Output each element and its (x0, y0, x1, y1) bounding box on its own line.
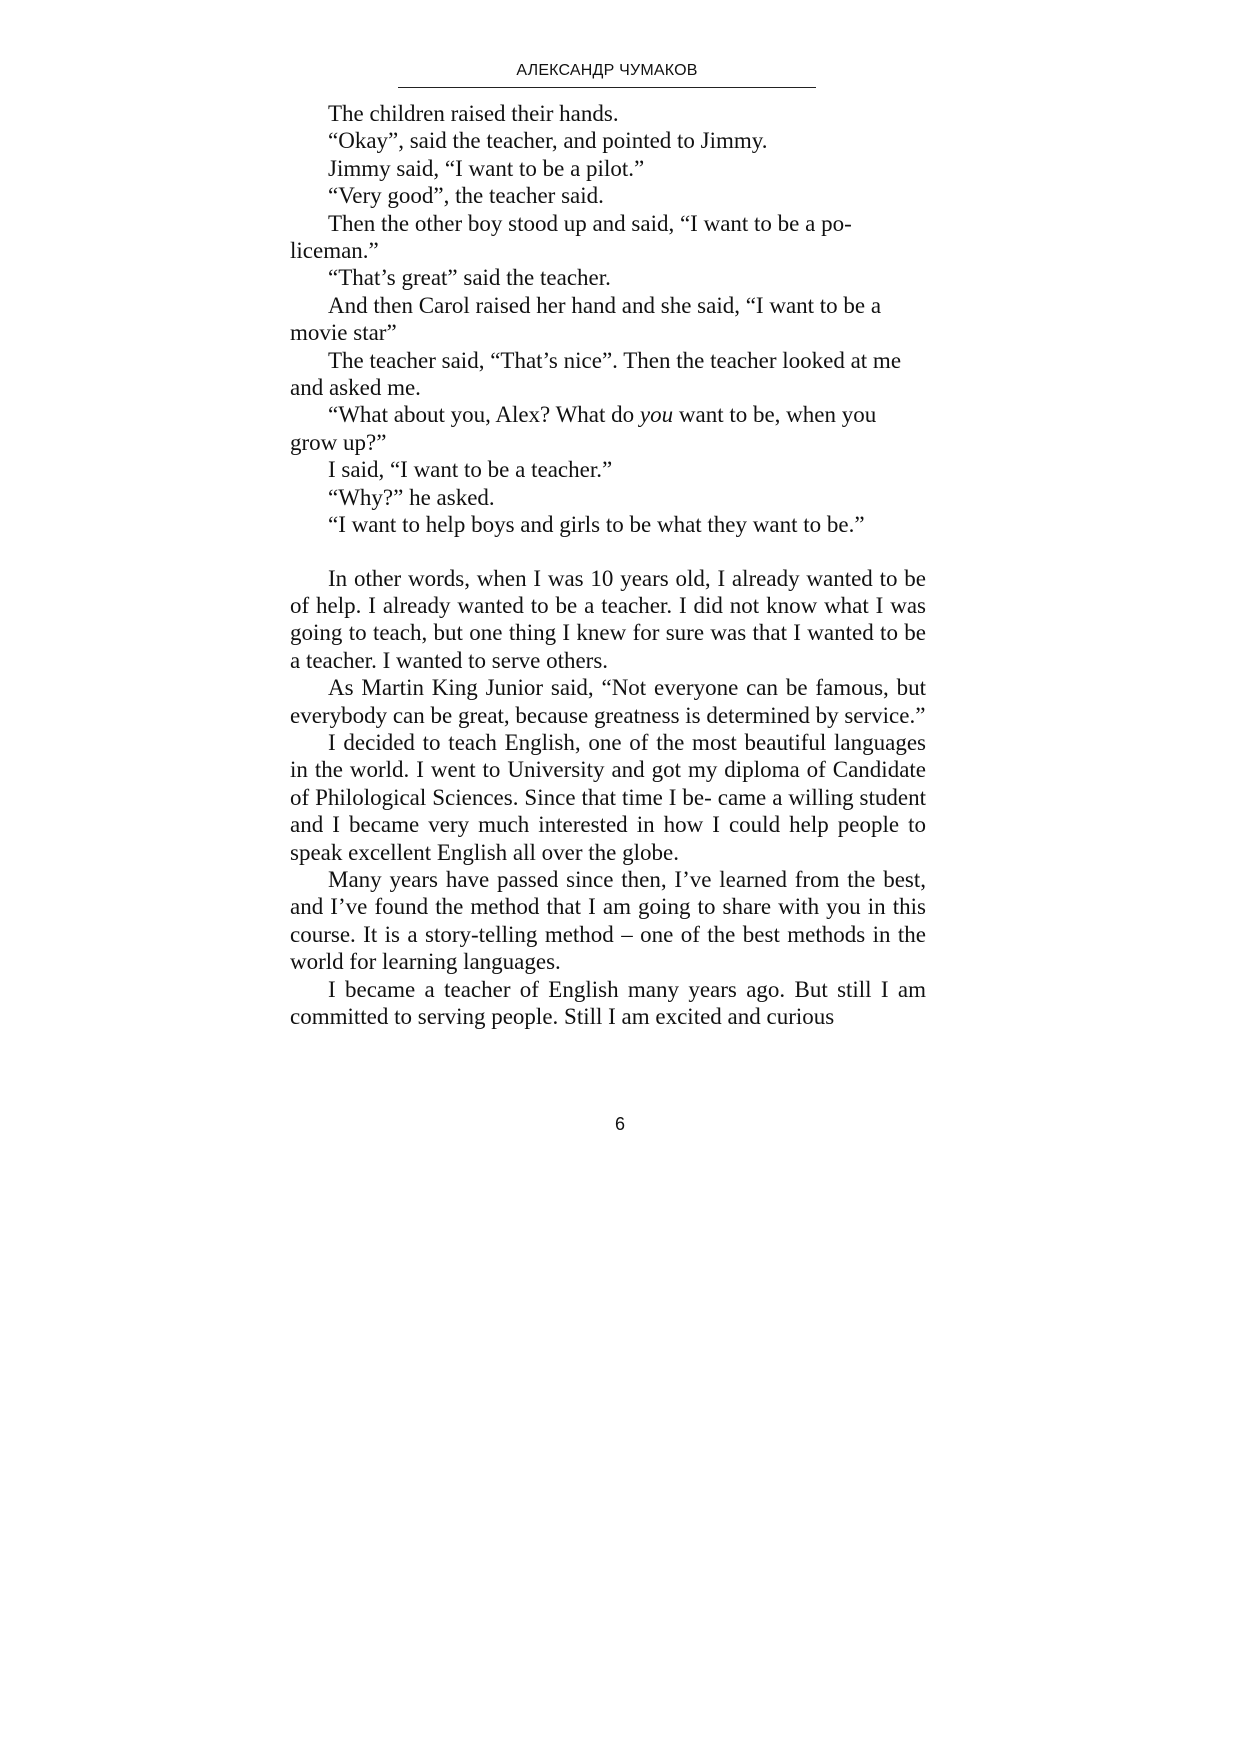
paragraph: I said, “I want to be a teacher.” (328, 457, 613, 483)
page-number: 6 (614, 1114, 625, 1134)
text-run: “What about you, Alex? What do (328, 402, 640, 428)
paragraph: I decided to teach English, one of the most beautiful languages in the world. I went to University and got my diploma of Candidate of Philological Sciences. Since that time I be- came a willing student and I became very much interested in how I could help people to speak excellent English all over the globe. (290, 729, 926, 865)
paragraph: “I want to help boys and girls to be what they want to be.” (328, 512, 865, 538)
paragraph: Then the other boy stood up and said, “I want to be a policeman.” (290, 210, 852, 264)
body-text (290, 100, 926, 1030)
paragraph (290, 401, 926, 456)
paragraph: “Okay”, said the teacher, and pointed to Jimmy. (328, 128, 768, 154)
emphasized-word: you (639, 402, 674, 428)
paragraph: I became a teacher of English many years ago. But still I am committed to serving people. Still I am excited and curious (290, 976, 926, 1029)
paragraph: Jimmy said, “I want to be a pilot.” (328, 155, 645, 181)
paragraph: Many years have passed since then, I’ve learned from the best, and I’ve found the method that I am going to share with you in this course. It is a story-telling method – one of the best methods in the world for learning languages. (290, 866, 926, 975)
header-rule (398, 87, 816, 88)
section-gap (290, 539, 926, 565)
paragraph: “That’s great” said the teacher. (328, 265, 611, 291)
running-header: АЛЕКСАНДР ЧУМАКОВ (516, 62, 698, 79)
paragraph: As Martin King Junior said, “Not everyone can be famous, but everybody can be great, because greatness is determined by service.” (290, 675, 926, 728)
text-run: want to be, when you grow up?” (290, 402, 877, 455)
paragraph: “Why?” he asked. (328, 484, 495, 510)
paragraph: And then Carol raised her hand and she said, “I want to be a movie star” (290, 292, 882, 346)
paragraph: The teacher said, “That’s nice”. Then the teacher looked at me and asked me. (290, 347, 902, 401)
paragraph: The children raised their hands. (328, 101, 619, 126)
paragraph: “Very good”, the teacher said. (328, 183, 604, 209)
paragraph: In other words, when I was 10 years old, I already wanted to be of help. I already wanted to be a teacher. I did not know what I was going to teach, but one thing I knew for sure was that I wanted to be a teacher. I wanted to serve others. (290, 565, 926, 673)
